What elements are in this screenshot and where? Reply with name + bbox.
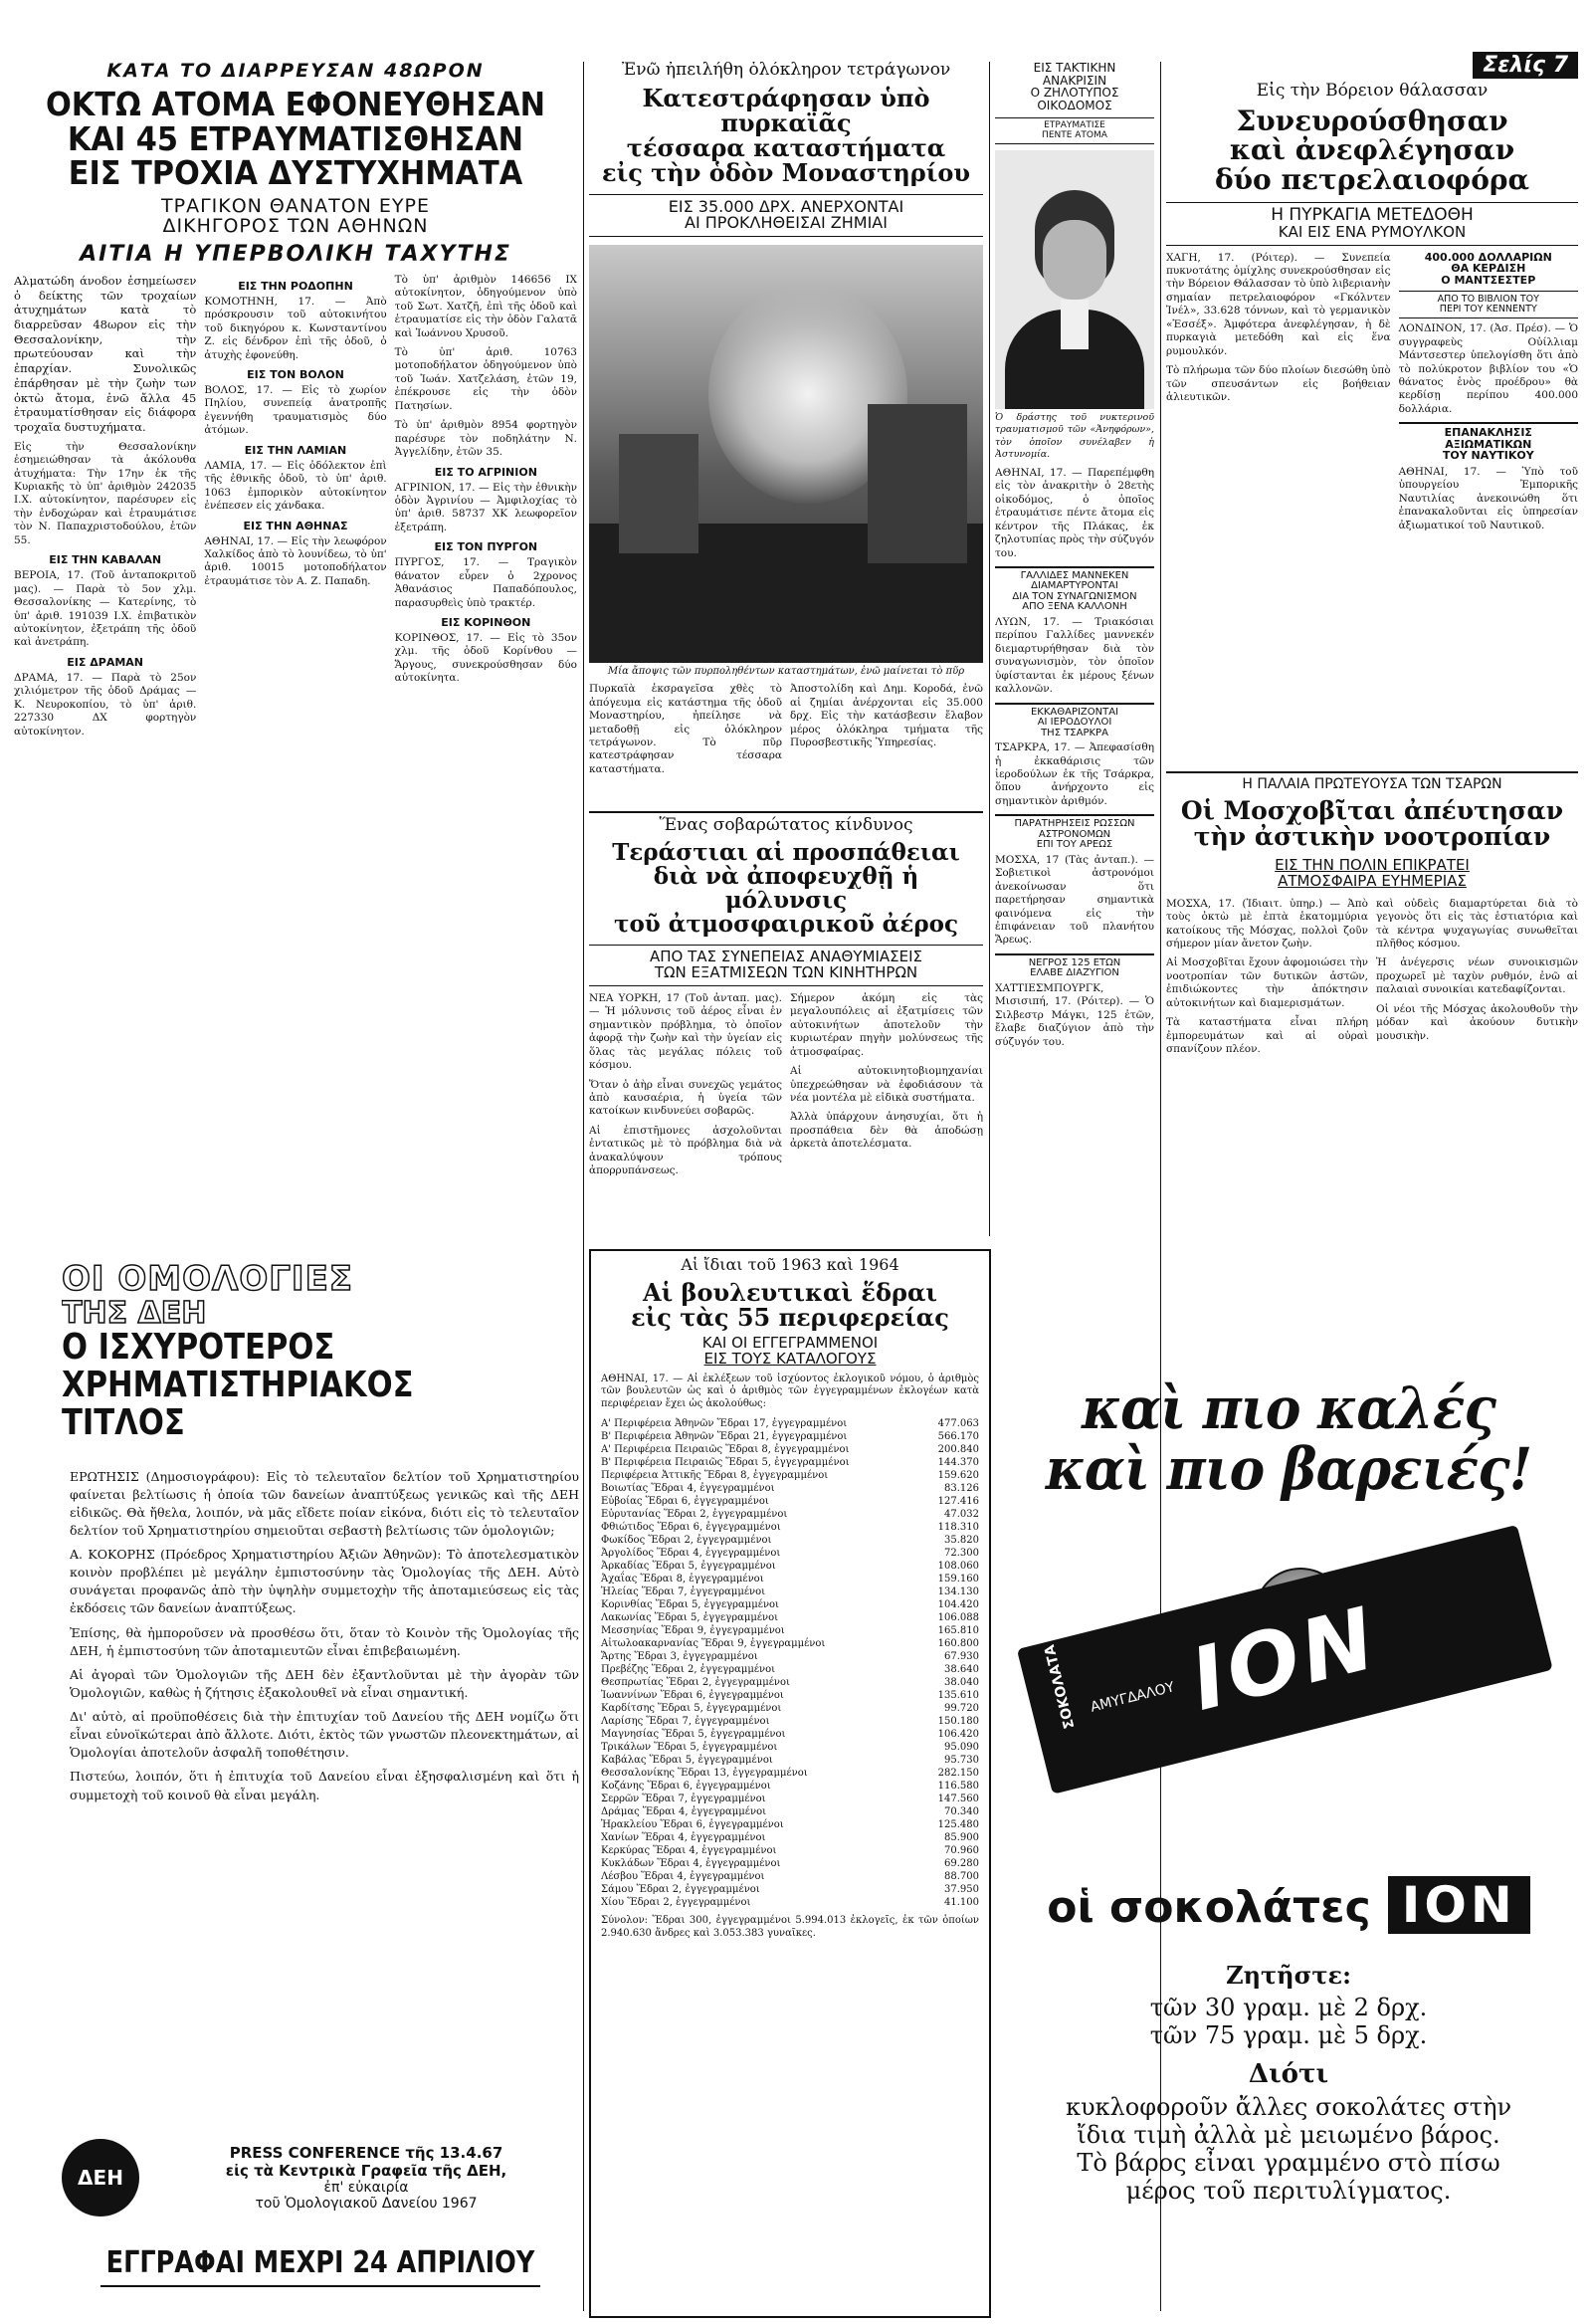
table-row [601, 1689, 979, 1702]
deputies-deck-1: ΚΑΙ ΟΙ ΕΓΓΕΓΡΑΜΜΕΝΟΙ [701, 1334, 879, 1353]
fire-deck-2: ΑΙ ΠΡΟΚΛΗΘΕΙΣΑΙ ΖΗΜΙΑΙ [589, 215, 983, 237]
column-divider [583, 62, 584, 2311]
region-label: Ἀργολίδος Ἕδραι 4, ἐγγεγραμμένοι [601, 1548, 781, 1560]
divorce-headline-2: ΕΛΑΒΕ ΔΙΑΖΥΓΙΟΝ [1030, 967, 1119, 979]
voter-count: 85.900 [944, 1832, 979, 1844]
table-row [601, 1585, 979, 1598]
pollution-deck-1: ΑΠΟ ΤΑΣ ΣΥΝΕΠΕΙΑΣ ΑΝΑΘΥΜΙΑΣΕΙΣ [589, 945, 983, 965]
pollution-text: Αἱ ἐπιστῆμονες ἀσχολοῦνται ἐντατικῶς μὲ τὸ πρόβλημα διὰ νὰ ἀνακαλύψουν τρόπους ἀπορρυπάνσεως. [589, 1124, 782, 1177]
suspect-kicker-3: Ο ΖΗΛΟΤΥΠΟΣ [1030, 86, 1119, 101]
north-sea-kicker: Εἰς τὴν Βόρειον θάλασσαν [1256, 81, 1489, 101]
region-label: Ἄρτης Ἕδραι 3, ἐγγεγραμμένοι [601, 1651, 758, 1663]
region-label: Κερκύρας Ἕδραι 4, ἐγγεγραμμένοι [601, 1845, 777, 1857]
ion-offer-1: τῶν 30 γραμ. μὲ 2 δρχ. [1149, 1994, 1428, 2021]
moscow-deck-2: ΑΤΜΟΣΦΑΙΡΑ ΕΥΗΜΕΡΙΑΣ [1278, 871, 1467, 890]
table-row [601, 1469, 979, 1482]
fire-headline-3: εἰς τὴν ὁδὸν Μοναστηρίου [601, 158, 971, 188]
nautical-headline-1: ΕΠΑΝΑΚΛΗΣΙΣ [1444, 426, 1532, 440]
table-row [601, 1793, 979, 1805]
traffic-para: ΚΟΜΟΤΗΝΗ, 17. — Ἀπὸ πρόσκρουσιν τοῦ αὐτοκινήτου τοῦ δικηγόρου κ. Κωνσταντίνου Ζ. εἰς δένδρον ἐπὶ τῆς ὁδοῦ, ὁ ἀτυχὴς ἐφονεύθη. [204, 295, 387, 361]
voter-count: 200.840 [937, 1444, 979, 1456]
ion-brand: ΙΟΝ [1388, 1876, 1530, 1934]
moscow-text: Ἡ ἀνέγερσις νέων συνοικισμῶν προχωρεῖ μὲ ταχὺν ρυθμόν, ἐνῶ αἱ παλαιαὶ συνοικίαι κατεδαφίζονται. [1376, 956, 1578, 996]
voter-count: 127.416 [937, 1496, 979, 1508]
pollution-headline-1: Τεράστιαι αἱ προσπάθειαι [612, 838, 960, 866]
table-row [601, 1430, 979, 1443]
region-label: Βοιωτίας Ἕδραι 4, ἐγγεγραμμένοι [601, 1483, 775, 1495]
ion-tail-3: Τὸ βάρος εἶναι γραμμένο στὸ πίσω [1077, 2149, 1500, 2177]
region-label: Ἀχαΐας Ἕδραι 8, ἐγγεγραμμένοι [601, 1574, 764, 1585]
voter-count: 95.730 [944, 1755, 979, 1767]
voter-count: 67.930 [944, 1651, 979, 1663]
region-label: Αἰτωλοακαρνανίας Ἕδραι 9, ἐγγεγραμμένοι [601, 1638, 826, 1650]
voter-count: 135.610 [937, 1690, 979, 1702]
pollution-text: ΝΕΑ ΥΟΡΚΗ, 17 (Τοῦ ἀνταπ. μας). — Ἡ μόλυνσις τοῦ ἀέρος εἶναι ἐν σημαντικὸν πρόβλημα, τὸ ὁποῖον ἀφορᾷ τὴν ζωὴν καὶ τὴν ὑγείαν εἰς ὅλας τὰς μεγάλας πόλεις τοῦ κόσμου. [589, 991, 782, 1072]
suspect-sub-1: ΕΤΡΑΥΜΑΤΙΣΕ [995, 117, 1154, 130]
voter-count: 106.420 [937, 1729, 979, 1741]
voter-count: 134.130 [937, 1586, 979, 1598]
dei-headline-5: ΤΙΤΛΟΣ [62, 1401, 185, 1443]
region-label: Β' Περιφέρεια Ἀθηνῶν Ἕδραι 21, ἐγγεγραμμένοι [601, 1431, 848, 1443]
voter-count: 47.032 [944, 1509, 979, 1521]
table-row [601, 1818, 979, 1831]
table-row [601, 1754, 979, 1767]
dei-text: Αἱ ἀγοραὶ τῶν Ὁμολογιῶν τῆς ΔΕΗ δὲν ἐξαντλοῦνται μὲ τὴν ἀγορὰν τῶν Ὁμολογιῶν, καθὼς ἡ ζήτησις ἐξακολουθεῖ νὰ εἶναι σημαντική. [70, 1666, 579, 1700]
voter-count: 99.720 [944, 1703, 979, 1715]
dei-logo [62, 2139, 139, 2217]
moscow-deck-1: ΕΙΣ ΤΗΝ ΠΟΛΙΝ ΕΠΙΚΡΑΤΕΙ [1275, 856, 1470, 875]
page-number-badge: Σελίς 7 [1473, 52, 1578, 79]
voter-count: 72.300 [944, 1548, 979, 1560]
traffic-sub-volos: ΕΙΣ ΤΟΝ ΒΟΛΟΝ [247, 368, 344, 382]
dei-text: Α. ΚΟΚΟΡΗΣ (Πρόεδρος Χρηματιστηρίου Ἀξιῶν Ἀθηνῶν): Τὸ ἀποτελεσματικὸν κοινὸν προβλέπει μὲ μεγάλην ἐμπιστοσύνην τὰς Ὁμολογίας τῆς ΔΕΗ. Αὐτὸ συνάγεται προφανῶς ἀπὸ τὴν ὑψηλὴν συμμετοχὴν τῆς ἀποταμιεύσεως εἰς τὰς ἐκδόσεις τῶν δανείων ἀναπτύξεως. [70, 1547, 579, 1616]
ion-tail-1: κυκλοφοροῦν ἄλλες σοκολάτες στὴν [1065, 2093, 1512, 2121]
voter-count: 147.560 [937, 1794, 979, 1805]
suspect-photo [995, 150, 1154, 409]
moscow-kicker: Η ΠΑΛΑΙΑ ΠΡΩΤΕΥΟΥΣΑ ΤΩΝ ΤΣΑΡΩΝ [1242, 776, 1502, 792]
region-label: Χανίων Ἕδραι 4, ἐγγεγραμμένοι [601, 1832, 766, 1844]
table-row [601, 1870, 979, 1883]
region-label: Κορινθίας Ἕδραι 5, ἐγγεγραμμένοι [601, 1599, 779, 1611]
region-label: Λακωνίας Ἕδραι 5, ἐγγεγραμμένοι [601, 1612, 779, 1624]
dei-footer: ΕΓΓΡΑΦΑΙ ΜΕΧΡΙ 24 ΑΠΡΙΛΙΟΥ [100, 2247, 540, 2287]
traffic-para: Τὸ ὑπ' ἀριθμὸν 146656 ΙΧ αὐτοκίνητον, ὁδηγούμενον ὑπὸ τοῦ Σωτ. Χατζῆ, ἐπὶ τῆς ὁδοῦ καὶ ἐτραυματίσε εἰς τὴν ὁδὸν Γαλατᾶ καὶ Ἰωάννου Χρυσοῦ. [394, 273, 577, 339]
fire-deck-1: ΕΙΣ 35.000 ΔΡΧ. ΑΝΕΡΧΟΝΤΑΙ [589, 194, 983, 216]
fire-kicker: Ἐνῶ ἠπειλήθη ὁλόκληρον τετράγωνον [621, 62, 951, 80]
fire-headline-1: Κατεστράφησαν ὑπὸ πυρκαϊᾶς [642, 83, 930, 138]
table-row [601, 1417, 979, 1430]
region-label: Εὐβοίας Ἕδραι 6, ἐγγεγραμμένοι [601, 1496, 769, 1508]
suspect-kicker-2: ΑΝΑΚΡΙΣΙΝ [1042, 73, 1107, 88]
dei-press-3: ἐπ' εὐκαιρία [323, 2180, 409, 2196]
table-row [601, 1534, 979, 1547]
traffic-sub-athens: ΕΙΣ ΤΗΝ ΑΘΗΝΑΣ [243, 519, 348, 532]
table-row [601, 1715, 979, 1728]
pollution-text: Αἱ αὐτοκινητοβιομηχανίαι ὑπεχρεώθησαν νὰ ἐφοδιάσουν τὰ νέα μοντέλα μὲ εἰδικὰ συστήματα. [790, 1065, 983, 1104]
voter-count: 88.700 [944, 1871, 979, 1883]
traffic-sub-lamia: ΕΙΣ ΤΗΝ ΛΑΜΙΑΝ [244, 443, 347, 457]
pollution-article [589, 811, 983, 1241]
table-row [601, 1857, 979, 1870]
deputies-deck-2: ΕΙΣ ΤΟΥΣ ΚΑΤΑΛΟΓΟΥΣ [703, 1349, 877, 1368]
traffic-sub-drama: ΕΙΣ ΔΡΑΜΑΝ [67, 655, 144, 669]
traffic-sub-kavala: ΕΙΣ ΤΗΝ ΚΑΒΑΛΑΝ [49, 553, 162, 567]
traffic-para: ΑΘΗΝΑΙ, 17. — Εἰς τὴν λεωφόρον Χαλκίδος ἀπὸ τὸ λουνίδεω, τὸ ὑπ' ἀριθ. 10015 μοτοποδήλατον ἐτραυμάτισε τὸν Α. Ζ. Παπαδη. [204, 534, 387, 587]
nautical-headline-2: ΑΞΙΩΜΑΤΙΚΩΝ [1445, 437, 1532, 451]
table-row [601, 1676, 979, 1689]
dei-advert [62, 1262, 579, 2312]
region-label: Χίου Ἕδραι 2, ἐγγεγραμμένοι [601, 1897, 751, 1909]
ion-tail-2: ἴδια τιμὴ ἀλλὰ μὲ μειωμένο βάρος. [1077, 2121, 1500, 2149]
region-label: Τρικάλων Ἕδραι 5, ἐγγεγραμμένοι [601, 1742, 778, 1754]
voter-count: 38.640 [944, 1664, 979, 1676]
mannequins-headline-4: ΑΠΟ ΞΕΝΑ ΚΑΛΛΟΝΗ [1022, 601, 1127, 613]
table-row [601, 1547, 979, 1560]
pollution-text: Σήμερον ἀκόμη εἰς τὰς μεγαλουπόλεις αἱ ἐξατμίσεις τῶν αὐτοκινήτων ἀποτελοῦν τὴν κυριωτέραν πηγὴν μολύνσεως τῆς ἀτμοσφαίρας. [790, 991, 983, 1058]
traffic-para: ΒΟΛΟΣ, 17. — Εἰς τὸ χωρίον Πηλίου, συνεπείᾳ ἀνατροπῆς ἐγεννήθη τραυματισμὸς δύο ἀτόμων. [204, 384, 387, 437]
suspect-text: ΑΘΗΝΑΙ, 17. — Παρεπέμφθη εἰς τὸν ἀνακριτὴν ὁ 28ετὴς οἰκοδόμος, ὁ ὁποῖος ἐτραυμάτισε πέντε ἄτομα εἰς κέντρον τῆς Πλάκας, ἐκ ζηλοτυπίας πρὸς τὴν σύζυγόν του. [995, 466, 1154, 559]
deputies-headline-2: εἰς τὰς 55 περιφερείας [631, 1302, 949, 1332]
ion-tail-4: μέρος τοῦ περιτυλίγματος. [1125, 2177, 1452, 2205]
table-row [601, 1495, 979, 1508]
table-row [601, 1456, 979, 1469]
mannequins-headline-2: ΔΙΑΜΑΡΤΥΡΟΝΤΑΙ [1031, 580, 1118, 592]
traffic-kicker: ΚΑΤΑ ΤΟ ΔΙΑΡΡΕΥΣΑΝ 48ΩΡΟΝ [106, 62, 485, 82]
traffic-sub-pyrgos: ΕΙΣ ΤΟΝ ΠΥΡΓΟΝ [434, 540, 538, 554]
region-label: Καβάλας Ἕδραι 5, ἐγγεγραμμένοι [601, 1755, 773, 1767]
voter-count: 83.126 [944, 1483, 979, 1495]
traffic-subhead: ΑΙΤΙΑ Η ΥΠΕΡΒΟΛΙΚΗ ΤΑΧΥΤΗΣ [80, 241, 511, 267]
moscow-headline-1: Οἱ Μοσχοβῖται ἀπέυτησαν [1180, 795, 1564, 825]
moscow-text: Τὰ καταστήματα εἶναι πλήρη ἐμπορευμάτων καὶ αἱ οὐραὶ σπανίζουν πλέον. [1166, 1016, 1368, 1056]
table-row [601, 1831, 979, 1844]
region-label: Περιφέρεια Ἀττικῆς Ἕδραι 8, ἐγγεγραμμένοι [601, 1470, 829, 1482]
ion-line: οἱ σοκολάτες [1047, 1882, 1371, 1933]
kennedy-sub-2: ΠΕΡΙ ΤΟΥ ΚΕΝΝΕΝΤΥ [1399, 305, 1578, 318]
mannequins-headline-3: ΔΙΑ ΤΟΝ ΣΥΝΑΓΩΝΙΣΜΟΝ [1012, 590, 1137, 602]
moscow-text: Οἱ νέοι τῆς Μόσχας ἀκολουθοῦν τὴν μόδαν καὶ ἀκούουν δυτικὴν μουσικὴν. [1376, 1002, 1578, 1042]
voter-count: 104.420 [937, 1599, 979, 1611]
region-label: Εὐρυτανίας Ἕδραι 2, ἐγγεγραμμένοι [601, 1509, 788, 1521]
dei-text: Πιστεύω, λοιπόν, ὅτι ἡ ἐπιτυχία τοῦ Δανείου εἶναι ἐξησφαλισμένη καὶ ὅτι ἡ συμμετοχὴ τοῦ κοινοῦ θὰ εἶναι μεγάλη. [70, 1769, 579, 1802]
traffic-para: ΑΓΡΙΝΙΟΝ, 17. — Εἰς τὴν ἐθνικὴν ὁδὸν Ἀγρινίου — Ἀμφιλοχίας τὸ ὑπ' ἀριθ. 58737 ΧΚ λεωφορεῖον ἐξετράπη. [394, 481, 577, 533]
table-row [601, 1663, 979, 1676]
deputies-table [601, 1417, 979, 1909]
suspect-kicker-1: ΕΙΣ ΤΑΚΤΙΚΗΝ [1033, 62, 1116, 75]
voter-count: 69.280 [944, 1858, 979, 1870]
voter-count: 116.580 [937, 1781, 979, 1793]
pollution-text: Ὅταν ὁ ἀὴρ εἶναι συνεχῶς γεμάτος ἀπὸ καυσαέρια, ἡ ὑγεία τῶν κατοίκων κινδυνεύει σοβαρῶς. [589, 1078, 782, 1118]
region-label: Κοζάνης Ἕδραι 6, ἐγγεγραμμένοι [601, 1781, 771, 1793]
dei-text: Δι' αὐτὸ, αἱ προϋποθέσεις διὰ τὴν ἐπιτυχίαν τοῦ Δανείου τῆς ΔΕΗ νομίζω ὅτι εἶναι εὐνοϊκώτεραι ἀπὸ ἄλλοτε. Διότι, ἐκτὸς τῶν γνωστῶν πλεονεκτημάτων, αἱ Ὁμολογίαι ἀποτελοῦν ἀσφαλῆ τοποθέτησιν. [70, 1709, 579, 1761]
north-sea-text: ΧΑΓΗ, 17. (Ρόιτερ). — Συνεπεία πυκνοτάτης ὁμίχλης συνεκρούσθησαν εἰς τὴν Βόρειον Θάλασσαν τὸ ὑπὸ λιβεριανὴν σημαίαν πετρελαιοφόρον «Γκόλντεν Ἰνέλ», 33.628 τόννων, καὶ τὸ γερμανικὸν «Ἐσσέξ». Ἀμφότερα ἀνεφλέγησαν, ἡ δὲ πυρκαγιὰ μετεδόθη καὶ εἰς ἕνα ρυμουλκόν. [1166, 251, 1391, 357]
voter-count: 106.088 [937, 1612, 979, 1624]
pollution-text: Ἀλλὰ ὑπάρχουν ἀνησυχίαι, ὅτι ἡ προσπάθεια δὲν θὰ ἀποδώσῃ ἀρκετὰ ἀποτελέσματα. [790, 1111, 983, 1151]
ion-slogan-1: καὶ πιο καλές [1082, 1378, 1495, 1442]
dei-text: ΕΡΩΤΗΣΙΣ (Δημοσιογράφου): Εἰς τὸ τελευταῖον δελτίον τοῦ Χρηματιστηρίου φαίνεται βελτίωσις ἡ ὁποία τῶν δανείων ἀναπτύξεως γενικῶς καὶ τῆς ΔΕΗ εἰδικῶς. Θὰ ἤθελα, λοιπόν, νὰ μᾶς εἴδετε ποίαν εἰκόνα, διότι εἰς τὸ τελευταῖον δελτίον τοῦ Χρηματιστηρίου σημειοῦται σεβαστὴ βελτίωσις τῶν ὁμολογιῶν; [70, 1468, 579, 1538]
voter-count: 566.170 [937, 1431, 979, 1443]
region-label: Θεσπρωτίας Ἕδραι 2, ἐγγεγραμμένοι [601, 1677, 790, 1689]
region-label: Φθιώτιδος Ἕδραι 6, ἐγγεγραμμένοι [601, 1522, 781, 1534]
voter-count: 118.310 [937, 1522, 979, 1534]
traffic-headline-1: ΟΚΤΩ ΑΤΟΜΑ ΕΦΟΝΕΥΘΗΣΑΝ [45, 84, 546, 123]
dei-press-1: PRESS CONFERENCE τῆς 13.4.67 [229, 2144, 503, 2162]
kennedy-headline-3: Ο ΜΑΝΤΣΕΣΤΕΡ [1441, 273, 1536, 287]
nautical-text: ΑΘΗΝΑΙ, 17. — Ὑπὸ τοῦ ὑπουργείου Ἐμπορικῆς Ναυτιλίας ἀνεκοινώθη ὅτι ἐπανακαλοῦνται εἰς ὑπηρεσίαν ἀξιωματικοί τοῦ Ναυτικοῦ. [1398, 465, 1578, 531]
voter-count: 159.160 [937, 1574, 979, 1585]
table-row [601, 1805, 979, 1818]
voter-count: 37.950 [944, 1884, 979, 1896]
traffic-headline-2: ΚΑΙ 45 ΕΤΡΑΥΜΑΤΙΣΘΗΣΑΝ [67, 118, 524, 158]
table-row [601, 1521, 979, 1534]
region-label: Καρδίτσης Ἕδραι 5, ἐγγεγραμμένοι [601, 1703, 782, 1715]
region-label: Δράμας Ἕδραι 4, ἐγγεγραμμένοι [601, 1806, 767, 1818]
traffic-para: ΚΟΡΙΝΘΟΣ, 17. — Εἰς τὸ 35ον χλμ. τῆς ὁδοῦ Κορίνθου — Ἄργους, συνεκρούσθησαν δύο αὐτοκίνητα. [394, 632, 577, 685]
dei-logo-text: ΔΕΗ [78, 2166, 123, 2190]
voter-count: 159.620 [937, 1470, 979, 1482]
mannequins-text: ΛΥΩΝ, 17. — Τριακόσιαι περίπου Γαλλίδες μαννεκέν διεμαρτυρήθησαν διὰ τὸν συναγωνισμὸν, τὸν ὁποῖον ὑφίστανται ἐκ μέρους ξένων καλλονῶν. [995, 615, 1154, 696]
ion-ask: Ζητῆστε: [1226, 1961, 1351, 1990]
traffic-para: ΔΡΑΜΑ, 17. — Παρὰ τὸ 25ον χιλιόμετρον τῆς ὁδοῦ Δράμας — Κ. Νευροκοπίου, τὸ ὑπ' ἀριθ. 227330 ΔΧ φορτηγὸν αὐτοκίνητον. [14, 671, 197, 738]
kennedy-text: ΛΟΝΔΙΝΟΝ, 17. (Ἀσ. Πρέσ). — Ὁ συγγραφεὺς Οὐίλλιαμ Μάντσεστερ ὑπελογίσθη ὅτι ἀπὸ τὸ πολύκροτον βιβλίον του «Ὁ θάνατος ἑνὸς προέδρου» θὰ κερδίσῃ περίπου 400.000 δολλάρια. [1398, 322, 1578, 415]
mars-headline-2: ΑΣΤΡΟΝΟΜΩΝ [1038, 828, 1111, 840]
fire-caption: Μία ἄποψις τῶν πυρποληθέντων καταστημάτων, ἐνῶ μαίνεται τὸ πῦρ [607, 666, 965, 678]
traffic-para: ΠΥΡΓΟΣ, 17. — Τραγικὸν θάνατον εὗρεν ὁ 2χρονος Ἀθανάσιος Παπαδόπουλος, παρασυρθεὶς ὑπὸ τρακτέρ. [394, 556, 577, 609]
region-label: Α' Περιφέρεια Ἀθηνῶν Ἕδραι 17, ἐγγεγραμμένοι [601, 1418, 848, 1430]
tsar-headline-1: ΕΚΚΑΘΑΡΙΖΟΝΤΑΙ [1030, 706, 1119, 718]
ion-offer-2: τῶν 75 γραμ. μὲ 5 δρχ. [1149, 2021, 1428, 2049]
traffic-sub-agrinio: ΕΙΣ ΤΟ ΑΓΡΙΝΙΟΝ [434, 465, 537, 479]
region-label: Ἠλείας Ἕδραι 7, ἐγγεγραμμένοι [601, 1586, 766, 1598]
region-label: Κυκλάδων Ἕδραι 4, ἐγγεγραμμένοι [601, 1858, 781, 1870]
column-divider [989, 62, 990, 1236]
traffic-headline-3: ΕΙΣ ΤΡΟΧΙΑ ΔΥΣΤΥΧΗΜΑΤΑ [68, 153, 523, 193]
voter-count: 150.180 [937, 1716, 979, 1728]
fire-text: Ἀποστολίδη καὶ Δημ. Κοροδά, ἐνῶ αἱ ζημίαι ἀνέρχονται εἰς 35.000 δρχ. Εἰς τὴν κατάσβεσιν ἔλαβον μέρος ὁλόκληρα τμήματα τῆς Πυροσβεστικῆς Ὑπηρεσίας. [790, 683, 983, 748]
table-row [601, 1702, 979, 1715]
moscow-text: καὶ οὐδεὶς διαμαρτύρεται διὰ τὸ γεγονὸς ὅτι εἰς τὰς ἑστιατόρια καὶ τὰ κέντρα ψυχαγωγίας συνωθεῖται πλῆθος κόσμου. [1376, 897, 1578, 950]
ion-wrapper-side: ΣΟΚΟΛΑΤΑ ΑΜΥΓΔΑΛΟΥ [1017, 1543, 1079, 1731]
table-row [601, 1650, 979, 1663]
table-row [601, 1508, 979, 1521]
moscow-text: Αἱ Μοσχοβῖται ἔχουν ἀφομοιώσει τὴν νοοτροπίαν τῶν δυτικῶν ἀστῶν, ἐπιδιώκοντες τὴν ἀπόκτησιν αὐτοκινήτων καὶ διαμερισμάτων. [1166, 956, 1368, 1009]
voter-count: 70.960 [944, 1845, 979, 1857]
suspect-caption: Ὁ δράστης τοῦ νυκτερινοῦ τραυματισμοῦ τῶν «Ἀνηφόρων», τὸν ὁποῖον συνέλαβεν ἡ Ἀστυνομία. [995, 412, 1154, 460]
ion-because: Διότι [1248, 2059, 1329, 2089]
table-row [601, 1573, 979, 1585]
suspect-sub-2: ΠΕΝΤΕ ΑΤΟΜΑ [995, 131, 1154, 144]
voter-count: 144.370 [937, 1457, 979, 1469]
dei-headline-2: ΤΗΣ ΔΕΗ [62, 1295, 207, 1331]
pollution-headline-2: διὰ νὰ ἀποφευχθῇ ἡ μόλυνσις [653, 862, 919, 915]
dei-press-4: τοῦ Ὁμολογιακοῦ Δανείου 1967 [255, 2196, 478, 2212]
divorce-text: ΧΑΤΤΙΕΣΜΠΟΥΡΓΚ, Μισισιπή, 17. (Ρόιτερ). — Ὁ Σιλβεστρ Μάγκι, 125 ἐτῶν, ἔλαβε διαζύγιον ἀπὸ τὴν σύζυγόν του. [995, 981, 1154, 1048]
table-row [601, 1780, 979, 1793]
voter-count: 38.040 [944, 1677, 979, 1689]
region-label: Ἰωαννίνων Ἕδραι 6, ἐγγεγραμμένοι [601, 1690, 784, 1702]
dei-headline-3: Ο ΙΣΧΥΡΟΤΕΡΟΣ [62, 1327, 335, 1369]
table-row [601, 1624, 979, 1637]
mars-headline-1: ΠΑΡΑΤΗΡΗΣΕΙΣ ΡΩΣΣΩΝ [1014, 818, 1135, 830]
tsar-text: ΤΣΑΡΚΡΑ, 17. — Ἀπεφασίσθη ἡ ἐκκαθάρισις τῶν ἱεροδούλων ἐκ τῆς Τσάρκρα, ὅπου ἀνήρχοντο εἰς σημαντικὸν ἀριθμόν. [995, 741, 1154, 807]
kennedy-sub-1: ΑΠΟ ΤΟ ΒΙΒΛΙΟΝ ΤΟΥ [1399, 291, 1578, 305]
traffic-lead: Αλματώδη άνοδον ἐσημείωσεν ὁ δείκτης τῶν τροχαίων ἀτυχημάτων κατὰ τὸ διαρρεῦσαν 48ωρον εἰς τὴν Θεσσαλονίκην, τὴν πρωτεύουσαν καὶ τὴν ἐπαρχίαν. Συνολικῶς ἐπάρθησαν μὲ τὴν ζωὴν των ὀκτὼ ἄτομα, ἐνῶ ἄλλα 45 ἐτραυματίσθησαν εἰς διάφορα τροχαῖα δυστυχήματα. [14, 273, 197, 435]
ion-advert [995, 1378, 1582, 2314]
traffic-para: ΒΕΡΟΙΑ, 17. (Τοῦ ἀνταποκριτοῦ μας). — Παρὰ τὸ 5ον χλμ. Θεσσαλονίκης — Κατερίνης, τὸ ὑπ' ἀριθ. 191039 Ι.Χ. ἐπιβατικὸν αὐτοκίνητον, ἐξετράπη τῆς ὁδοῦ καὶ ἀνετράπη. [14, 569, 197, 649]
traffic-para: Τὸ ὑπ' ἀριθμὸν 8954 φορτηγὸν παρέσυρε τὸν ποδηλάτην Ν. Ἀγγελίδην, ἐτῶν 35. [394, 419, 577, 459]
deputies-intro: ΑΘΗΝΑΙ, 17. — Αἱ ἐκλέξεων τοῦ ἰσχύοντος ἐκλογικοῦ νόμου, ὁ ἀριθμὸς τῶν βουλευτῶν ὡς καὶ ὁ ἀριθμὸς τῶν ἐγγεγραμμένων ἐκλογέων κατὰ περιφέρειαν ἔχει ὡς ἀκολούθως: [601, 1373, 979, 1410]
region-label: Σάμου Ἕδραι 2, ἐγγεγραμμένοι [601, 1884, 760, 1896]
table-row [601, 1767, 979, 1780]
region-label: Μαγνησίας Ἕδραι 5, ἐγγεγραμμένοι [601, 1729, 786, 1741]
region-label: Λέσβου Ἕδραι 4, ἐγγεγραμμένοι [601, 1871, 765, 1883]
north-sea-article [1166, 52, 1578, 768]
table-row [601, 1844, 979, 1857]
moscow-headline-2: τὴν ἀστικὴν νοοτροπίαν [1193, 821, 1551, 851]
region-label: Μεσσηνίας Ἕδραι 9, ἐγγεγραμμένοι [601, 1625, 785, 1637]
region-label: Β' Περιφέρεια Πειραιῶς Ἕδραι 5, ἐγγεγραμμένοι [601, 1457, 850, 1469]
suspect-kicker-4: ΟΙΚΟΔΟΜΟΣ [1037, 98, 1112, 112]
voter-count: 477.063 [937, 1418, 979, 1430]
deputies-headline-1: Αἱ βουλευτικαὶ ἕδραι [642, 1277, 938, 1307]
traffic-para: Εἰς τὴν Θεσσαλονίκην ἐσημειώθησαν τὰ ἀκόλουθα ἀτυχήματα: Τὴν 17ην ἐκ τῆς Κυριακῆς τὸ ὑπ' ἀριθμὸν 242035 Ι.Χ. αὐτοκίνητον, παρέσυρεν εἰς τὴν ἐνδοχώραν καὶ ἐτραυμάτισε τὸν Ν. Παπαχριστοδούλου, ἐτῶν 55. [14, 440, 197, 546]
ion-wrapper-top: ΑΜΥΓΔΑΛΟΥ [1089, 1679, 1176, 1716]
table-row [601, 1741, 979, 1754]
tsar-headline-2: ΑΙ ΙΕΡΟΔΟΥΛΟΙ [1037, 717, 1112, 729]
traffic-sub-rodopi: ΕΙΣ ΤΗΝ ΡΟΔΟΠΗΝ [238, 279, 353, 293]
dei-headline-4: ΧΡΗΜΑΤΙΣΤΗΡΙΑΚΟΣ [62, 1364, 414, 1405]
region-label: Θεσσαλονίκης Ἕδραι 13, ἐγγεγραμμένοι [601, 1768, 808, 1780]
table-row [601, 1482, 979, 1495]
voter-count: 35.820 [944, 1535, 979, 1547]
dei-press-2: εἰς τὰ Κεντρικὰ Γραφεῖα τῆς ΔΕΗ, [225, 2162, 507, 2180]
traffic-sub-korinthos: ΕΙΣ ΚΟΡΙΝΘΟΝ [441, 616, 531, 630]
voter-count: 41.100 [944, 1897, 979, 1909]
table-row [601, 1611, 979, 1624]
mannequins-headline-1: ΓΑΛΛΙΔΕΣ ΜΑΝΝΕΚΕΝ [1020, 569, 1129, 581]
region-label: Α' Περιφέρεια Πειραιῶς Ἕδραι 8, ἐγγεγραμμένοι [601, 1444, 850, 1456]
table-row [601, 1728, 979, 1741]
north-sea-deck-2: ΚΑΙ ΕΙΣ ΕΝΑ ΡΥΜΟΥΛΚΟΝ [1166, 225, 1578, 246]
region-label: Ἀρκαδίας Ἕδραι 5, ἐγγεγραμμένοι [601, 1561, 776, 1573]
region-label: Ἡρακλείου Ἕδραι 6, ἐγγεγραμμένοι [601, 1819, 784, 1831]
north-sea-headline-2: καὶ ἀνεφλέγησαν [1229, 133, 1515, 167]
fire-text: Πυρκαϊὰ ἐκσραγεῖσα χθὲς τὸ ἀπόγευμα εἰς κατάστημα τῆς ὁδοῦ Μοναστηρίου, ἠπείλησε νὰ μεταδοθῇ εἰς ὁλόκληρον τετράγωνον. Τὸ πῦρ κατεστράφησαν τέσσαρα καταστήματα. [589, 683, 782, 775]
deputies-footer: Σύνολον: Ἕδραι 300, ἐγγεγραμμένοι 5.994.013 ἐκλογεῖς, ἐκ τῶν ὁποίων 2.940.630 ἄνδρες καὶ 3.053.383 γυναῖκες. [601, 1915, 979, 1939]
ion-slogan-2: καὶ πιο βαρειές! [1045, 1434, 1532, 1503]
north-sea-text: Τὸ πλήρωμα τῶν δύο πλοίων διεσώθη ὑπὸ τῶν σπευσάντων εἰς βοήθειαν ἁλιευτικῶν. [1166, 364, 1391, 403]
north-sea-deck-1: Η ΠΥΡΚΑΓΙΑ ΜΕΤΕΔΟΘΗ [1166, 202, 1578, 225]
traffic-para: Τὸ ὑπ' ἀριθ. 10763 μοτοποδήλατον ὁδηγούμενον ὑπὸ τοῦ Ἰωάν. Χατζελάση, ἐτῶν 19, ἐπέκρουσε εἰς τὴν ὁδὸν Πατησίων. [394, 346, 577, 412]
dei-text: Ἐπίσης, θὰ ἠμποροῦσεν νὰ προσθέσω ὅτι, ὅταν τὸ Κοινὸν τῆς Ὁμολογίας τῆς ΔΕΗ, ἡ ἐμπιστοσύνη τῶν ἀποταμιευτῶν εἶναι ἐπιβεβαιωμένη. [70, 1624, 579, 1658]
voter-count: 95.090 [944, 1742, 979, 1754]
deputies-kicker: Αἱ ἴδιαι τοῦ 1963 καὶ 1964 [681, 1255, 899, 1274]
table-row [601, 1598, 979, 1611]
pollution-deck-2: ΤΩΝ ΕΞΑΤΜΙΣΕΩΝ ΤΩΝ ΚΙΝΗΤΗΡΩΝ [589, 965, 983, 986]
tsar-headline-3: ΤΗΣ ΤΣΑΡΚΡΑ [1041, 727, 1108, 739]
north-sea-headline-1: Συνευρούσθησαν [1236, 104, 1508, 137]
table-row [601, 1637, 979, 1650]
kennedy-headline-1: 400.000 ΔΟΛΛΑΡΙΩΝ [1424, 250, 1552, 264]
voter-count: 125.480 [937, 1819, 979, 1831]
region-label: Σερρῶν Ἕδραι 7, ἐγγεγραμμένοι [601, 1794, 766, 1805]
traffic-article [14, 62, 577, 1236]
voter-count: 160.800 [937, 1638, 979, 1650]
region-label: Φωκίδος Ἕδραι 2, ἐγγεγραμμένοι [601, 1535, 772, 1547]
traffic-para: ΛΑΜΙΑ, 17. — Εἰς ὀδόλεκτον ἐπὶ τῆς ἐθνικῆς ὁδοῦ, τὸ ὑπ' ἀριθ. 1063 ἐμπορικὸν αὐτοκίνητον ἐνέπεσεν εἰς χάνδακα. [204, 459, 387, 513]
voter-count: 282.150 [937, 1768, 979, 1780]
traffic-deck-2: ΔΙΚΗΓΟΡΟΣ ΤΩΝ ΑΘΗΝΩΝ [162, 214, 429, 237]
region-label: Πρεβέζης Ἕδραι 2, ἐγγεγραμμένοι [601, 1664, 776, 1676]
dei-headline-1: ΟΙ ΟΜΟΛΟΓΙΕΣ [62, 1262, 354, 1299]
divorce-headline-1: ΝΕΓΡΟΣ 125 ΕΤΩΝ [1028, 956, 1121, 968]
fire-article [589, 62, 983, 803]
fire-photo [589, 245, 983, 663]
moscow-text: ΜΟΣΧΑ, 17. (Ἰδιαιτ. ὑπηρ.) — Ἀπὸ τοὺς ὀκτὼ μὲ ἑπτὰ ἑκατομμύρια κατοίκους τῆς Μόσχας, πολλοὶ ζοῦν σήμερον μίαν ἄνετον ζωὴν. [1166, 897, 1368, 950]
pollution-headline-3: τοῦ ἀτμοσφαιρικοῦ ἀέρος [613, 911, 959, 939]
kennedy-headline-2: ΘΑ ΚΕΡΔΙΣΗ [1451, 262, 1526, 276]
table-row [601, 1883, 979, 1896]
voter-count: 108.060 [937, 1561, 979, 1573]
ion-wrapper-brand: ΙΟΝ [1181, 1587, 1389, 1731]
table-row [601, 1560, 979, 1573]
moscow-article [1166, 771, 1578, 1221]
region-label: Λαρίσης Ἕδραι 7, ἐγγεγραμμένοι [601, 1716, 770, 1728]
mars-headline-3: ΕΠΙ ΤΟΥ ΑΡΕΩΣ [1036, 839, 1113, 851]
traffic-deck-1: ΤΡΑΓΙΚΟΝ ΘΑΝΑΤΟΝ ΕΥΡΕ [161, 194, 430, 217]
north-sea-headline-3: δύο πετρελαιοφόρα [1214, 162, 1530, 196]
suspect-article [995, 62, 1154, 1236]
voter-count: 165.810 [937, 1625, 979, 1637]
nautical-headline-3: ΤΟΥ ΝΑΥΤΙΚΟΥ [1442, 449, 1534, 463]
table-row [601, 1443, 979, 1456]
pollution-kicker: Ἕνας σοβαρώτατος κίνδυνος [659, 815, 913, 835]
table-row [601, 1896, 979, 1909]
ion-wrapper-image [1017, 1543, 1552, 1846]
mars-text: ΜΟΣΧΑ, 17 (Τὰς ἀνταπ.). — Σοβιετικοὶ ἀστρονόμοι ἀνεκοίνωσαν ὅτι παρετήρησαν σημαντικὰ φαινόμενα εἰς τὴν ἐπιφάνειαν τοῦ πλανήτου Ἄρεως. [995, 853, 1154, 947]
fire-headline-2: τέσσαρα καταστήματα [626, 133, 946, 163]
deputies-article [589, 1249, 991, 2318]
voter-count: 70.340 [944, 1806, 979, 1818]
